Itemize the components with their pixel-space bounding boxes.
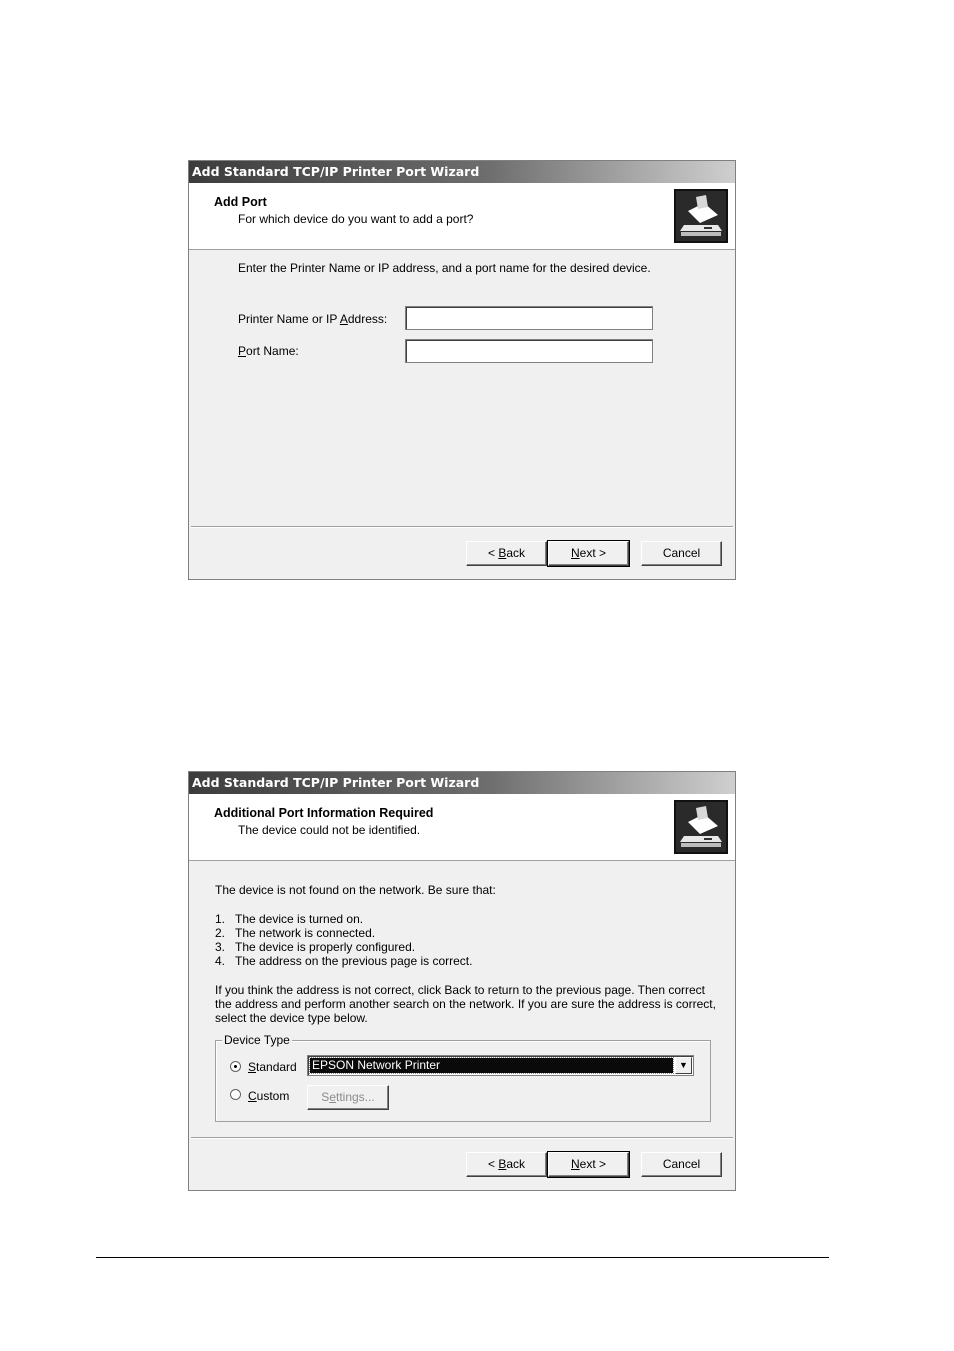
- not-found-intro: The device is not found on the network. Be sure that:: [215, 883, 496, 897]
- btn-accelerator: N: [570, 546, 580, 560]
- btn-part: ack: [506, 546, 526, 560]
- btn-part: S: [321, 1090, 330, 1104]
- additional-port-info-dialog: [188, 771, 736, 1191]
- checklist-item: [215, 912, 363, 926]
- dialog-title: Add Standard TCP/IP Printer Port Wizard: [192, 164, 480, 179]
- device-type-group: [215, 1040, 711, 1122]
- add-port-dialog: [188, 160, 736, 580]
- custom-radio[interactable]: [230, 1089, 241, 1100]
- checklist-number: 3.: [215, 940, 226, 954]
- page-footer-rule: [96, 1257, 829, 1258]
- label-accelerator: A: [339, 312, 348, 326]
- standard-radio[interactable]: [230, 1061, 241, 1072]
- btn-part: ttings...: [336, 1090, 375, 1104]
- device-type-selected-value: EPSON Network Printer: [310, 1058, 673, 1073]
- btn-accelerator: B: [498, 1157, 507, 1171]
- checklist-item: [215, 940, 415, 954]
- checklist-number: 2.: [215, 926, 226, 940]
- printer-port-wizard-icon: [674, 800, 728, 854]
- checklist-number: 1.: [215, 912, 226, 926]
- checklist-text: The address on the previous page is correct.: [235, 954, 473, 968]
- cancel-button[interactable]: Cancel: [641, 541, 722, 566]
- checklist-text: The device is properly configured.: [235, 940, 416, 954]
- checklist-item: [215, 926, 375, 940]
- wizard-step-subtitle: The device could not be identified.: [238, 823, 421, 837]
- back-button[interactable]: [466, 541, 547, 566]
- label-accelerator: P: [238, 344, 247, 358]
- next-button[interactable]: [548, 1152, 629, 1177]
- label-part: tandard: [256, 1060, 297, 1074]
- advice-text-line: select the device type below.: [215, 1011, 368, 1025]
- dialog-title: Add Standard TCP/IP Printer Port Wizard: [192, 775, 480, 790]
- checklist-number: 4.: [215, 954, 226, 968]
- footer-separator: [191, 526, 733, 528]
- label-part: ort Name:: [246, 344, 299, 358]
- btn-part: <: [487, 1157, 499, 1171]
- label-part: ddress:: [347, 312, 388, 326]
- wizard-header: [189, 794, 735, 861]
- label-part: Printer Name or IP: [238, 312, 340, 326]
- standard-radio-label[interactable]: [248, 1060, 297, 1074]
- btn-accelerator: N: [570, 1157, 580, 1171]
- checklist-item: [215, 954, 472, 968]
- btn-accelerator: e: [329, 1090, 336, 1104]
- label-accelerator: S: [248, 1060, 257, 1074]
- settings-button[interactable]: [307, 1085, 389, 1110]
- device-type-group-label: Device Type: [224, 1033, 290, 1047]
- instruction-text: Enter the Printer Name or IP address, and a port name for the desired device.: [238, 261, 651, 275]
- btn-part: ext >: [579, 1157, 607, 1171]
- cancel-button[interactable]: Cancel: [641, 1152, 722, 1177]
- wizard-step-title: Add Port: [214, 195, 267, 209]
- port-name-label: [238, 344, 299, 358]
- checklist-text: The network is connected.: [235, 926, 376, 940]
- wizard-header: [189, 183, 735, 250]
- checklist-text: The device is turned on.: [235, 912, 364, 926]
- printer-port-wizard-icon: [674, 189, 728, 243]
- printer-address-label: [238, 312, 387, 326]
- back-button[interactable]: [466, 1152, 547, 1177]
- device-type-select[interactable]: [307, 1055, 694, 1076]
- label-part: ustom: [256, 1089, 290, 1103]
- btn-part: ack: [506, 1157, 526, 1171]
- btn-accelerator: B: [498, 546, 507, 560]
- chevron-down-icon[interactable]: ▼: [675, 1057, 692, 1074]
- wizard-step-title: Additional Port Information Required: [214, 806, 434, 820]
- port-name-input[interactable]: [405, 339, 653, 363]
- wizard-step-subtitle: For which device do you want to add a port?: [238, 212, 474, 226]
- next-button[interactable]: [548, 541, 629, 566]
- dialog-title-bar[interactable]: [189, 772, 735, 794]
- btn-part: ext >: [579, 546, 607, 560]
- footer-separator: [191, 1137, 733, 1139]
- printer-address-input[interactable]: [405, 306, 653, 330]
- btn-part: <: [487, 546, 499, 560]
- custom-radio-label[interactable]: [248, 1089, 289, 1103]
- dialog-title-bar[interactable]: [189, 161, 735, 183]
- advice-text-line: If you think the address is not correct, click Back to return to the previous page. Then correct: [215, 983, 706, 997]
- label-accelerator: C: [248, 1089, 257, 1103]
- advice-text-line: the address and perform another search on the network. If you are sure the address is correct,: [215, 997, 716, 1011]
